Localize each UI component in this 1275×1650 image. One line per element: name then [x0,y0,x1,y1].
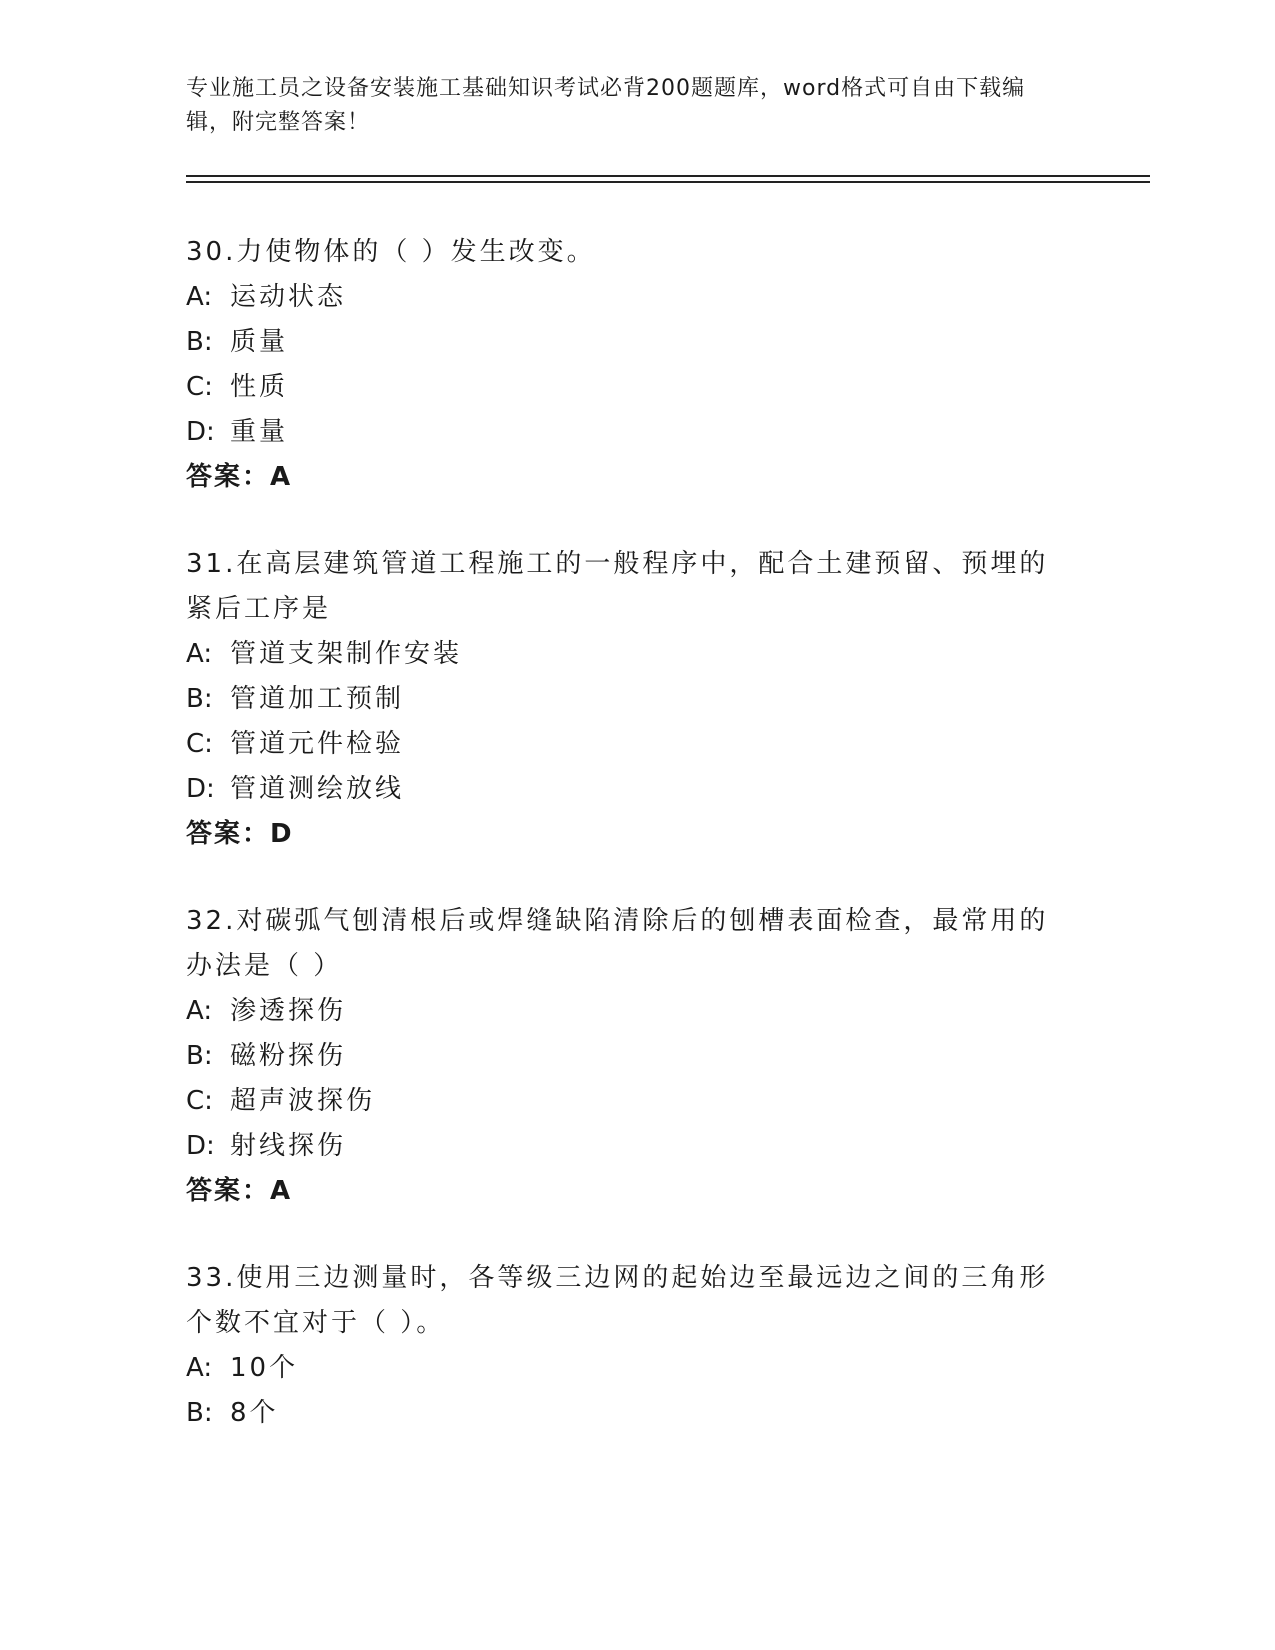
option-text: 重量 [230,417,289,447]
question-number: 30. [186,237,237,267]
answer-line [186,1169,1066,1214]
question-33 [186,1256,1066,1436]
answer-value: D [270,819,294,849]
option-d [186,767,1066,812]
option-letter: D: [186,774,215,804]
option-text: 8个 [230,1398,279,1428]
answer-value: A [270,1176,293,1206]
option-letter: A: [186,996,213,1026]
option-c [186,722,1066,767]
answer-value: A [270,462,293,492]
question-list [186,230,1066,1478]
option-letter: D: [186,1131,215,1161]
question-stem: 对碳弧气刨清根后或焊缝缺陷清除后的刨槽表面检查，最常用的办法是（ ） [186,906,1049,981]
option-text: 质量 [230,327,289,357]
header-rule-bottom [186,181,1150,183]
option-a [186,632,1066,677]
option-letter: C: [186,1086,213,1116]
option-letter: B: [186,684,213,714]
header-text: 专业施工员之设备安装施工基础知识考试必背200题题库，word格式可自由下载编辑，附完整答案！ [186,76,1026,135]
document-header [186,72,1066,140]
answer-label: 答案： [186,819,271,849]
question-number: 31. [186,549,237,579]
question-stem: 使用三边测量时，各等级三边网的起始边至最远边之间的三角形个数不宜对于（ ）。 [186,1263,1049,1338]
option-a [186,1346,1066,1391]
option-text: 磁粉探伤 [230,1041,347,1071]
question-31 [186,542,1066,857]
option-b [186,1034,1066,1079]
answer-label: 答案： [186,1176,271,1206]
option-text: 超声波探伤 [230,1086,376,1116]
option-d [186,1124,1066,1169]
option-letter: A: [186,1353,213,1383]
option-c [186,365,1066,410]
option-letter: A: [186,639,213,669]
option-letter: D: [186,417,215,447]
option-a [186,989,1066,1034]
question-text [186,230,1066,275]
option-b [186,1391,1066,1436]
option-letter: C: [186,372,213,402]
option-text: 射线探伤 [230,1131,347,1161]
option-b [186,320,1066,365]
option-letter: B: [186,1041,213,1071]
option-c [186,1079,1066,1124]
option-text: 性质 [230,372,289,402]
option-letter: A: [186,282,213,312]
option-text: 运动状态 [230,282,347,312]
option-letter: B: [186,1398,213,1428]
option-d [186,410,1066,455]
question-text [186,1256,1066,1346]
question-text [186,899,1066,989]
question-stem: 力使物体的（ ）发生改变。 [236,237,596,267]
option-letter: C: [186,729,213,759]
question-32 [186,899,1066,1214]
option-letter: B: [186,327,213,357]
question-30 [186,230,1066,500]
header-rule-top [186,175,1150,177]
question-number: 32. [186,906,237,936]
question-text [186,542,1066,632]
question-number: 33. [186,1263,237,1293]
option-text: 管道加工预制 [230,684,405,714]
answer-line [186,812,1066,857]
option-b [186,677,1066,722]
answer-line [186,455,1066,500]
option-text: 管道支架制作安装 [230,639,463,669]
question-stem: 在高层建筑管道工程施工的一般程序中，配合土建预留、预埋的紧后工序是 [186,549,1049,624]
option-text: 管道测绘放线 [230,774,405,804]
option-a [186,275,1066,320]
option-text: 管道元件检验 [230,729,405,759]
option-text: 渗透探伤 [230,996,347,1026]
option-text: 10个 [230,1353,299,1383]
answer-label: 答案： [186,462,271,492]
